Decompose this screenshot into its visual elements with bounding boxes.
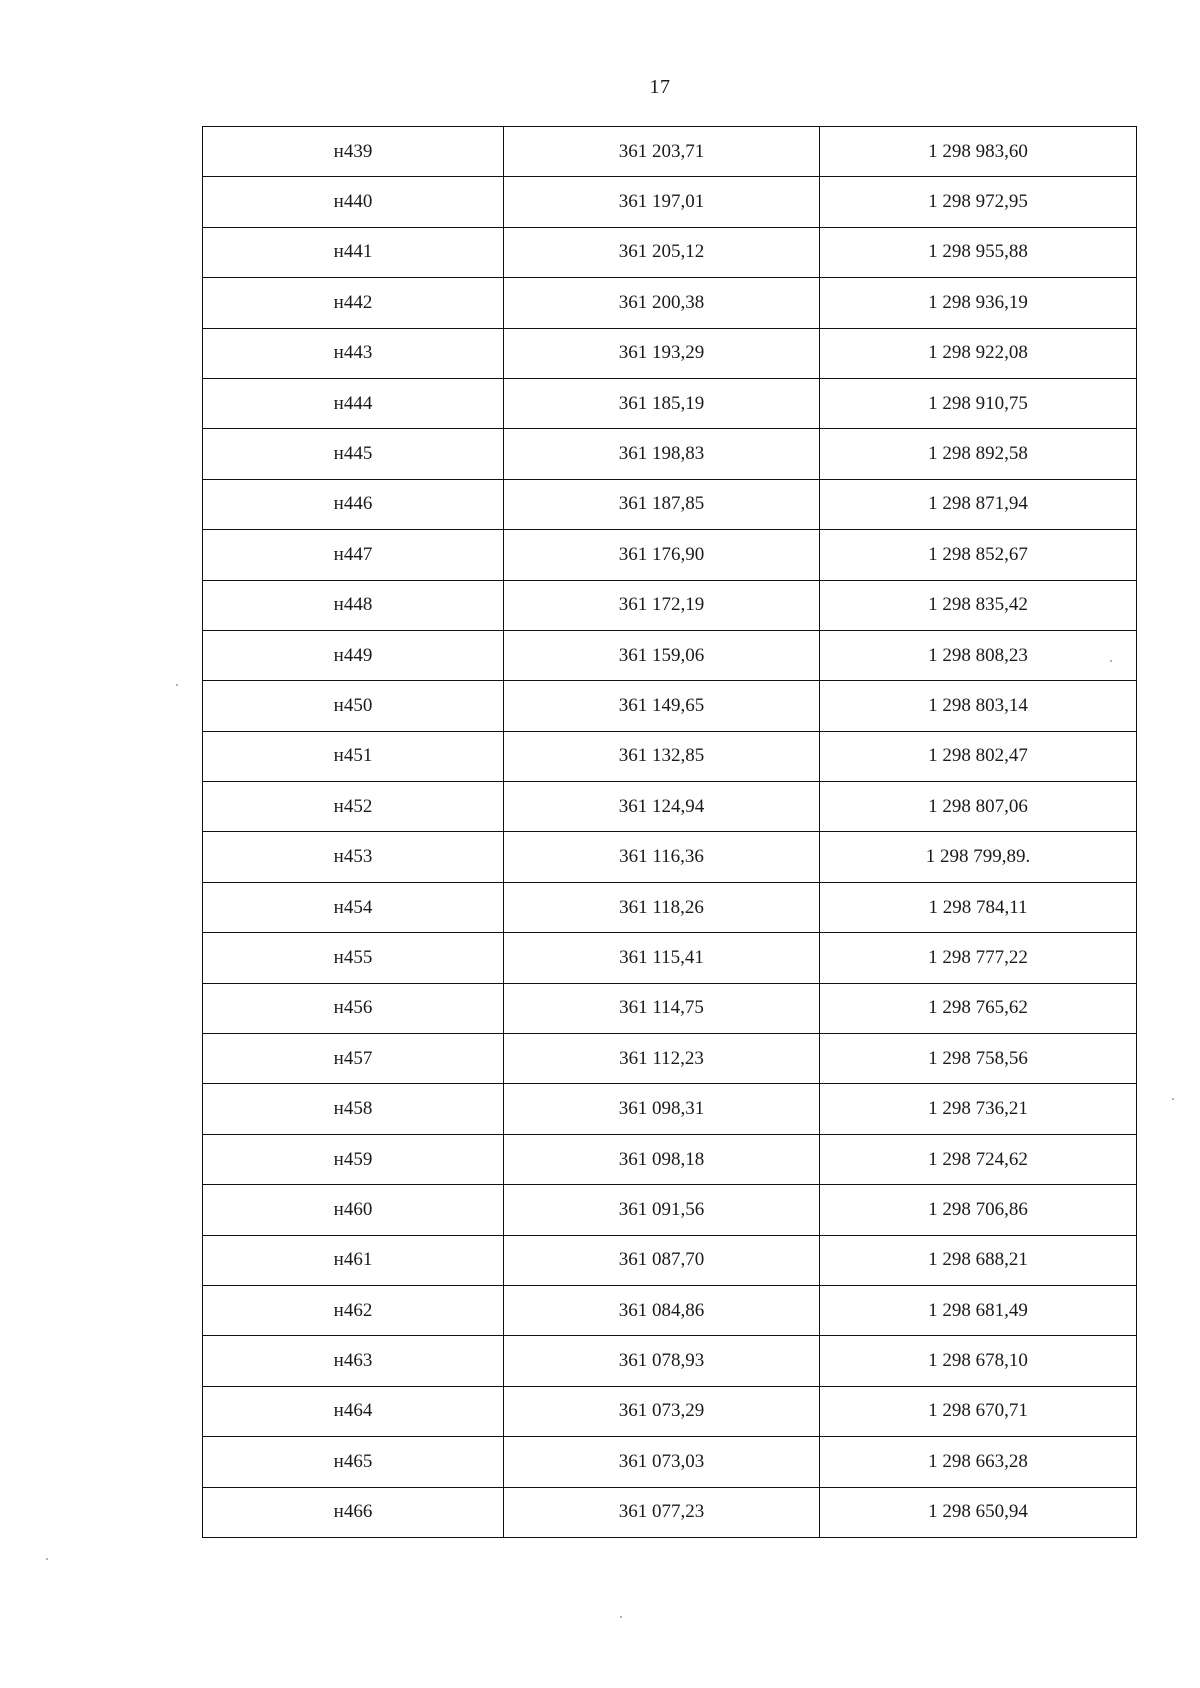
y-coordinate-cell: 1 298 803,14	[820, 681, 1137, 731]
table-row	[203, 983, 1137, 1033]
y-coordinate-cell: 1 298 922,08	[820, 328, 1137, 378]
x-coordinate-cell: 361 115,41	[504, 933, 820, 983]
x-coordinate-cell: 361 073,03	[504, 1437, 820, 1487]
table-row	[203, 1386, 1137, 1436]
point-id-cell: н459	[203, 1134, 504, 1184]
y-coordinate-cell: 1 298 892,58	[820, 429, 1137, 479]
table-row	[203, 278, 1137, 328]
y-coordinate-cell: 1 298 784,11	[820, 882, 1137, 932]
x-coordinate-cell: 361 132,85	[504, 731, 820, 781]
point-id-cell: н441	[203, 227, 504, 277]
x-coordinate-cell: 361 114,75	[504, 983, 820, 1033]
table-row	[203, 1134, 1137, 1184]
point-id-cell: н458	[203, 1084, 504, 1134]
table-row	[203, 227, 1137, 277]
point-id-cell: н448	[203, 580, 504, 630]
x-coordinate-cell: 361 078,93	[504, 1336, 820, 1386]
x-coordinate-cell: 361 185,19	[504, 378, 820, 428]
point-id-cell: н444	[203, 378, 504, 428]
y-coordinate-cell: 1 298 807,06	[820, 782, 1137, 832]
table-row	[203, 1235, 1137, 1285]
page-number: 17	[649, 76, 671, 98]
scan-speck	[1172, 1098, 1174, 1100]
x-coordinate-cell: 361 200,38	[504, 278, 820, 328]
table-row	[203, 1185, 1137, 1235]
x-coordinate-cell: 361 124,94	[504, 782, 820, 832]
y-coordinate-cell: 1 298 758,56	[820, 1034, 1137, 1084]
table-row	[203, 782, 1137, 832]
y-coordinate-cell: 1 298 835,42	[820, 580, 1137, 630]
y-coordinate-cell: 1 298 724,62	[820, 1134, 1137, 1184]
x-coordinate-cell: 361 077,23	[504, 1487, 820, 1537]
point-id-cell: н462	[203, 1285, 504, 1335]
table-row	[203, 1285, 1137, 1335]
table-row	[203, 1487, 1137, 1537]
x-coordinate-cell: 361 205,12	[504, 227, 820, 277]
x-coordinate-cell: 361 197,01	[504, 177, 820, 227]
x-coordinate-cell: 361 203,71	[504, 127, 820, 177]
point-id-cell: н466	[203, 1487, 504, 1537]
y-coordinate-cell: 1 298 808,23	[820, 630, 1137, 680]
scan-speck	[620, 1616, 622, 1618]
point-id-cell: н443	[203, 328, 504, 378]
y-coordinate-cell: 1 298 852,67	[820, 530, 1137, 580]
point-id-cell: н450	[203, 681, 504, 731]
point-id-cell: н439	[203, 127, 504, 177]
y-coordinate-cell: 1 298 972,95	[820, 177, 1137, 227]
x-coordinate-cell: 361 084,86	[504, 1285, 820, 1335]
y-coordinate-cell: 1 298 765,62	[820, 983, 1137, 1033]
y-coordinate-cell: 1 298 678,10	[820, 1336, 1137, 1386]
point-id-cell: н452	[203, 782, 504, 832]
point-id-cell: н445	[203, 429, 504, 479]
x-coordinate-cell: 361 176,90	[504, 530, 820, 580]
x-coordinate-cell: 361 198,83	[504, 429, 820, 479]
table-row	[203, 630, 1137, 680]
y-coordinate-cell: 1 298 706,86	[820, 1185, 1137, 1235]
point-id-cell: н465	[203, 1437, 504, 1487]
point-id-cell: н460	[203, 1185, 504, 1235]
table-row	[203, 378, 1137, 428]
point-id-cell: н463	[203, 1336, 504, 1386]
table-row	[203, 1336, 1137, 1386]
x-coordinate-cell: 361 193,29	[504, 328, 820, 378]
y-coordinate-cell: 1 298 681,49	[820, 1285, 1137, 1335]
point-id-cell: н455	[203, 933, 504, 983]
coordinates-table	[202, 126, 1137, 1538]
point-id-cell: н454	[203, 882, 504, 932]
point-id-cell: н456	[203, 983, 504, 1033]
table-row	[203, 882, 1137, 932]
x-coordinate-cell: 361 187,85	[504, 479, 820, 529]
table-row	[203, 1034, 1137, 1084]
x-coordinate-cell: 361 116,36	[504, 832, 820, 882]
x-coordinate-cell: 361 112,23	[504, 1034, 820, 1084]
table-row	[203, 328, 1137, 378]
x-coordinate-cell: 361 118,26	[504, 882, 820, 932]
y-coordinate-cell: 1 298 670,71	[820, 1386, 1137, 1436]
table-row	[203, 580, 1137, 630]
y-coordinate-cell: 1 298 910,75	[820, 378, 1137, 428]
table-row	[203, 127, 1137, 177]
y-coordinate-cell: 1 298 802,47	[820, 731, 1137, 781]
y-coordinate-cell: 1 298 955,88	[820, 227, 1137, 277]
y-coordinate-cell: 1 298 936,19	[820, 278, 1137, 328]
x-coordinate-cell: 361 073,29	[504, 1386, 820, 1436]
y-coordinate-cell: 1 298 663,28	[820, 1437, 1137, 1487]
x-coordinate-cell: 361 087,70	[504, 1235, 820, 1285]
table-row	[203, 681, 1137, 731]
x-coordinate-cell: 361 098,31	[504, 1084, 820, 1134]
point-id-cell: н446	[203, 479, 504, 529]
y-coordinate-cell: 1 298 650,94	[820, 1487, 1137, 1537]
y-coordinate-cell: 1 298 983,60	[820, 127, 1137, 177]
point-id-cell: н451	[203, 731, 504, 781]
table-row	[203, 731, 1137, 781]
table-row	[203, 832, 1137, 882]
x-coordinate-cell: 361 172,19	[504, 580, 820, 630]
point-id-cell: н449	[203, 630, 504, 680]
scan-speck	[176, 684, 178, 686]
point-id-cell: н464	[203, 1386, 504, 1436]
y-coordinate-cell: 1 298 736,21	[820, 1084, 1137, 1134]
table-row	[203, 1084, 1137, 1134]
coordinates-table-body	[203, 127, 1137, 1538]
point-id-cell: н457	[203, 1034, 504, 1084]
point-id-cell: н440	[203, 177, 504, 227]
table-row	[203, 429, 1137, 479]
scan-speck	[46, 1558, 48, 1560]
x-coordinate-cell: 361 091,56	[504, 1185, 820, 1235]
point-id-cell: н442	[203, 278, 504, 328]
scan-speck	[1110, 660, 1112, 662]
y-coordinate-cell: 1 298 799,89.	[820, 832, 1137, 882]
y-coordinate-cell: 1 298 871,94	[820, 479, 1137, 529]
table-row	[203, 479, 1137, 529]
y-coordinate-cell: 1 298 777,22	[820, 933, 1137, 983]
point-id-cell: н447	[203, 530, 504, 580]
point-id-cell: н461	[203, 1235, 504, 1285]
table-row	[203, 530, 1137, 580]
table-row	[203, 1437, 1137, 1487]
y-coordinate-cell: 1 298 688,21	[820, 1235, 1137, 1285]
table-row	[203, 933, 1137, 983]
x-coordinate-cell: 361 149,65	[504, 681, 820, 731]
table-row	[203, 177, 1137, 227]
x-coordinate-cell: 361 159,06	[504, 630, 820, 680]
point-id-cell: н453	[203, 832, 504, 882]
x-coordinate-cell: 361 098,18	[504, 1134, 820, 1184]
